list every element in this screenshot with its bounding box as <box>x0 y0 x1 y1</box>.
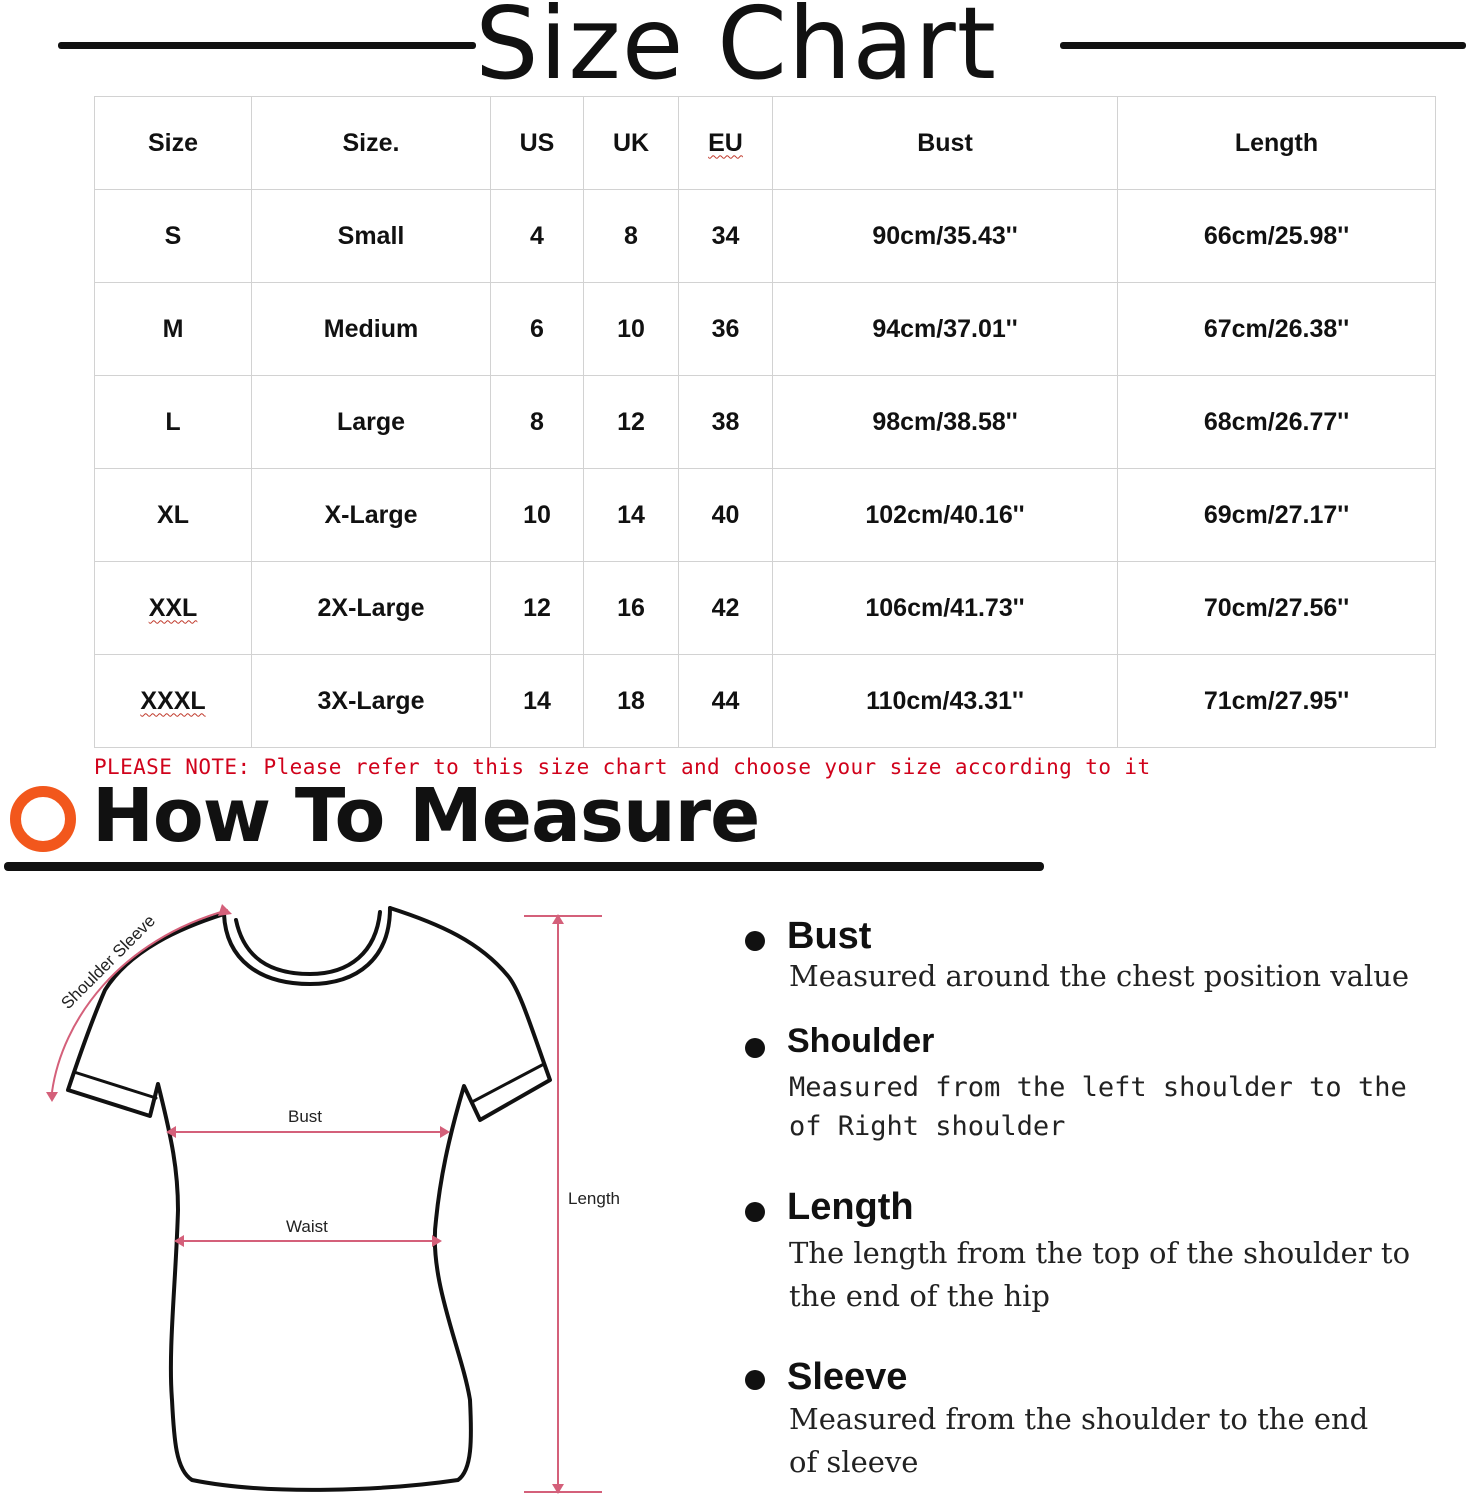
measure-item-desc: of Right shoulder <box>789 1111 1066 1142</box>
cell-size: S <box>95 190 252 283</box>
bullet-icon <box>745 931 765 951</box>
measure-item-desc: the end of the hip <box>789 1279 1050 1313</box>
cell-uk: 8 <box>584 190 679 283</box>
cell-length: 66cm/25.98'' <box>1118 190 1436 283</box>
cell-us: 10 <box>491 469 584 562</box>
cell-bust: 98cm/38.58'' <box>773 376 1118 469</box>
cell-size-name: X-Large <box>252 469 491 562</box>
measure-title: How To Measure <box>92 773 760 859</box>
cell-size-name: Large <box>252 376 491 469</box>
arrow-head <box>440 1126 450 1138</box>
table-header-row <box>95 97 1436 190</box>
measure-item-desc: Measured around the chest position value <box>789 959 1410 993</box>
tshirt-diagram <box>0 880 700 1500</box>
measure-item-desc: The length from the top of the shoulder to <box>789 1236 1411 1270</box>
cell-eu: 44 <box>679 655 773 748</box>
cell-bust: 94cm/37.01'' <box>773 283 1118 376</box>
sleeve-hem-right <box>472 1064 544 1102</box>
header-size: Size <box>95 97 252 190</box>
cell-bust: 90cm/35.43'' <box>773 190 1118 283</box>
cell-size: M <box>95 283 252 376</box>
size-table <box>94 96 1436 748</box>
cell-length: 67cm/26.38'' <box>1118 283 1436 376</box>
waist-label: Waist <box>286 1217 328 1236</box>
cell-uk: 14 <box>584 469 679 562</box>
table-row <box>95 283 1436 376</box>
cell-us: 6 <box>491 283 584 376</box>
cell-eu: 34 <box>679 190 773 283</box>
cell-us: 4 <box>491 190 584 283</box>
bullet-icon <box>745 1038 765 1058</box>
header-length: Length <box>1118 97 1436 190</box>
cell-eu: 40 <box>679 469 773 562</box>
cell-size-name: Small <box>252 190 491 283</box>
page-title: Size Chart <box>475 0 997 102</box>
cell-length: 69cm/27.17'' <box>1118 469 1436 562</box>
header-uk: UK <box>584 97 679 190</box>
measure-item-title: Sleeve <box>787 1356 908 1398</box>
cell-us: 12 <box>491 562 584 655</box>
bullet-icon <box>745 1370 765 1390</box>
cell-uk: 18 <box>584 655 679 748</box>
cell-eu: 36 <box>679 283 773 376</box>
measure-item-title: Length <box>787 1186 914 1228</box>
cell-eu: 38 <box>679 376 773 469</box>
cell-uk: 16 <box>584 562 679 655</box>
arrow-head <box>46 1092 58 1102</box>
measure-item-title: Shoulder <box>787 1022 935 1060</box>
table-row <box>95 562 1436 655</box>
header-eu: EU <box>679 97 773 190</box>
cell-bust: 106cm/41.73'' <box>773 562 1118 655</box>
orange-circle-icon <box>10 786 76 852</box>
cell-size: XXL <box>95 562 252 655</box>
arrow-head <box>218 904 232 916</box>
cell-size-name: Medium <box>252 283 491 376</box>
cell-size: L <box>95 376 252 469</box>
measure-item-desc: Measured from the shoulder to the end <box>789 1402 1369 1436</box>
length-label: Length <box>568 1189 620 1208</box>
shoulder-sleeve-label: Shoulder Sleeve <box>57 911 160 1013</box>
cell-us: 14 <box>491 655 584 748</box>
size-note: PLEASE NOTE: Please refer to this size chart and choose your size according to it <box>94 755 1151 779</box>
cell-bust: 110cm/43.31'' <box>773 655 1118 748</box>
cell-length: 70cm/27.56'' <box>1118 562 1436 655</box>
cell-length: 71cm/27.95'' <box>1118 655 1436 748</box>
cell-size: XXXL <box>95 655 252 748</box>
header-size-name: Size. <box>252 97 491 190</box>
tshirt-outline <box>68 908 550 1490</box>
cell-bust: 102cm/40.16'' <box>773 469 1118 562</box>
header-us: US <box>491 97 584 190</box>
measure-item-desc: of sleeve <box>789 1445 919 1479</box>
table-row <box>95 469 1436 562</box>
cell-length: 68cm/26.77'' <box>1118 376 1436 469</box>
cell-size: XL <box>95 469 252 562</box>
measure-item-desc: Measured from the left shoulder to the <box>789 1072 1407 1103</box>
arrow-head <box>432 1235 442 1247</box>
cell-uk: 10 <box>584 283 679 376</box>
cell-size-name: 3X-Large <box>252 655 491 748</box>
table-row <box>95 190 1436 283</box>
header-bust: Bust <box>773 97 1118 190</box>
cell-uk: 12 <box>584 376 679 469</box>
measure-rule <box>4 862 1044 871</box>
cell-size-name: 2X-Large <box>252 562 491 655</box>
tshirt-collar-inner <box>236 912 380 974</box>
bust-label: Bust <box>288 1107 323 1126</box>
table-row <box>95 376 1436 469</box>
bullet-icon <box>745 1202 765 1222</box>
cell-eu: 42 <box>679 562 773 655</box>
table-row <box>95 655 1436 748</box>
measure-item-title: Bust <box>787 915 872 957</box>
cell-us: 8 <box>491 376 584 469</box>
